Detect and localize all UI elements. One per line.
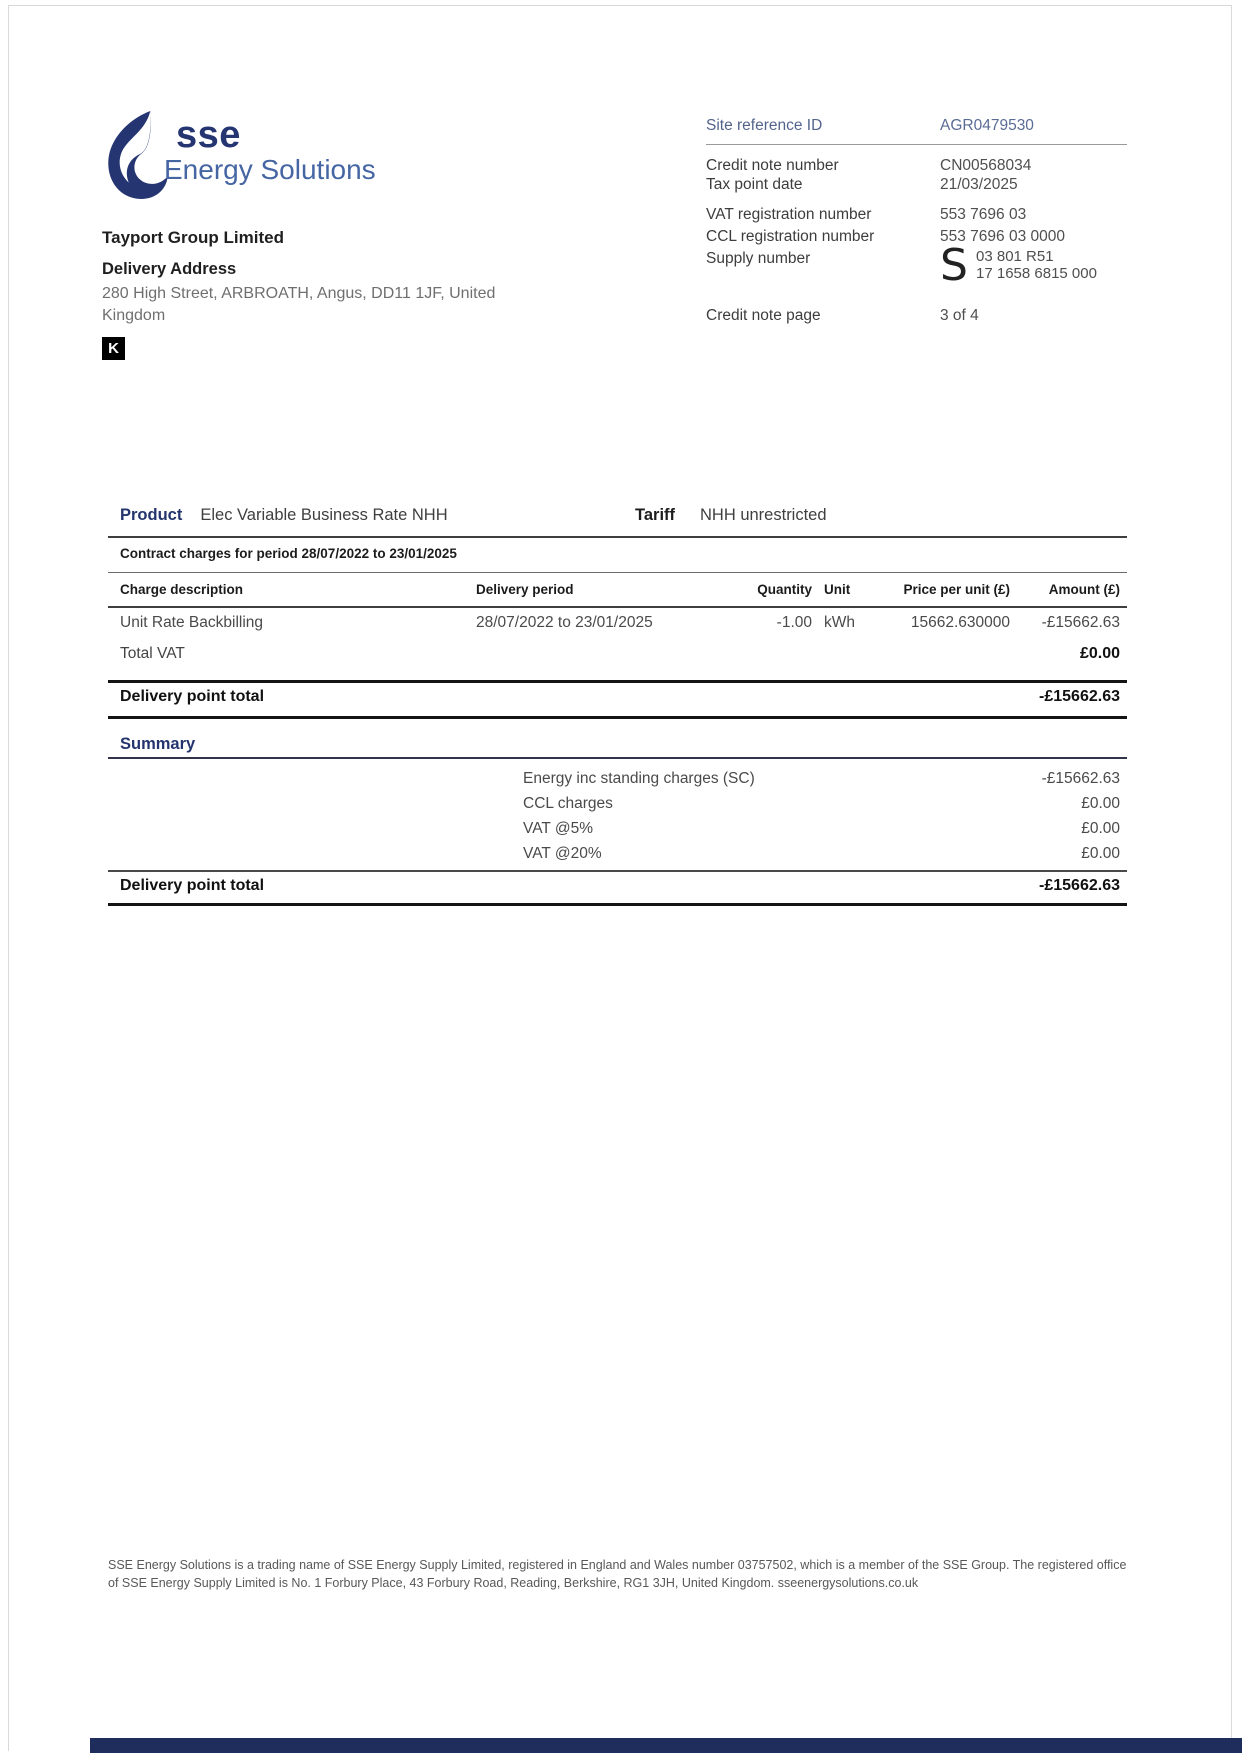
ccl-registration-label: CCL registration number (706, 228, 875, 245)
quantity: -1.00 (776, 614, 812, 631)
col-price-per-unit: Price per unit (£) (903, 582, 1010, 597)
summary-delivery-point-total-label: Delivery point total (120, 877, 265, 894)
charges-table-header (108, 582, 1127, 597)
legal-footer (108, 1556, 1126, 1592)
product-divider (108, 536, 1127, 538)
tariff-label: Tariff (635, 506, 676, 524)
delivery-total-top-rule (108, 680, 1127, 683)
summary-total-top-rule (108, 870, 1127, 872)
credit-note-number-value: CN00568034 (940, 157, 1032, 174)
contract-divider (108, 572, 1127, 573)
price-per-unit: 15662.630000 (910, 614, 1010, 631)
delivery-point-total-row (108, 688, 1127, 706)
total-vat-label: Total VAT (120, 645, 185, 662)
sse-logo-icon (106, 110, 170, 200)
delivery-point-total-value: -£15662.63 (1039, 688, 1120, 705)
table-row (108, 614, 1127, 632)
delivery-address-label: Delivery Address (102, 260, 237, 278)
vat-registration-value: 553 7696 03 (940, 206, 1027, 223)
legal-footer-line1: SSE Energy Solutions is a trading name of SSE Energy Supply Limited, registered in England and Wales number 03757502, which is a member of the SSE Group. The registered office (108, 1558, 1127, 1572)
ccl-registration-value: 553 7696 03 0000 (940, 228, 1065, 245)
summary-ccl-label: CCL charges (523, 795, 613, 812)
delivery-address: 280 High Street, ARBROATH, Angus, DD11 1JF, United Kingdom (102, 285, 496, 324)
total-vat-value: £0.00 (1079, 645, 1120, 662)
summary-vat5-value: £0.00 (1081, 820, 1120, 837)
supply-number-s-glyph: S (940, 240, 968, 291)
vat-registration-label: VAT registration number (706, 206, 872, 223)
supply-number-bottom: 17 1658 6815 000 (976, 265, 1097, 282)
summary-row-vat5 (108, 820, 1127, 838)
col-charge-description: Charge description (120, 582, 244, 597)
tax-point-date-value: 21/03/2025 (940, 176, 1018, 193)
delivery-total-bottom-rule (108, 716, 1127, 719)
summary-divider (108, 757, 1127, 759)
delivery-point-total-label: Delivery point total (120, 688, 265, 705)
col-unit: Unit (824, 582, 851, 597)
contract-period-row (108, 546, 1127, 561)
tariff-value: NHH unrestricted (700, 506, 827, 524)
supply-number-label: Supply number (706, 250, 811, 267)
credit-note-page-row (706, 307, 1127, 325)
site-reference-row (706, 117, 1127, 135)
summary-total-bottom-rule (108, 903, 1127, 906)
col-delivery-period: Delivery period (476, 582, 574, 597)
summary-energy-value: -£15662.63 (1041, 770, 1120, 787)
summary-energy-label: Energy inc standing charges (SC) (523, 770, 755, 787)
ccl-registration-row (706, 228, 1127, 246)
summary-vat20-label: VAT @20% (523, 845, 602, 862)
summary-row-energy (108, 770, 1127, 788)
credit-note-number-label: Credit note number (706, 157, 839, 174)
summary-row-vat20 (108, 845, 1127, 863)
table-header-divider (108, 606, 1127, 608)
summary-delivery-point-total-row (108, 877, 1127, 895)
site-reference-label: Site reference ID (706, 117, 823, 134)
sse-wordmark: sse (176, 114, 241, 156)
total-vat-row (108, 645, 1127, 663)
summary-vat5-label: VAT @5% (523, 820, 594, 837)
contract-period-text: Contract charges for period 28/07/2022 to 23/01/2025 (120, 546, 457, 561)
site-reference-value: AGR0479530 (940, 117, 1034, 134)
summary-title: Summary (120, 735, 196, 753)
unit: kWh (824, 614, 855, 631)
sse-tagline: Energy Solutions (164, 154, 376, 185)
credit-note-page-value: 3 of 4 (940, 307, 979, 324)
footer-accent-bar (90, 1738, 1242, 1753)
product-tariff-row (108, 506, 1127, 525)
tax-point-date-label: Tax point date (706, 176, 803, 193)
supply-number-value (976, 248, 1097, 282)
site-reference-divider (706, 144, 1127, 145)
credit-note-page-label: Credit note page (706, 307, 821, 324)
summary-delivery-point-total-value: -£15662.63 (1039, 877, 1120, 894)
supply-number-top: 03 801 R51 (976, 248, 1054, 265)
tax-point-date-row (706, 176, 1127, 194)
summary-ccl-value: £0.00 (1081, 795, 1120, 812)
vat-registration-row (706, 206, 1127, 224)
delivery-period: 28/07/2022 to 23/01/2025 (476, 614, 653, 631)
col-amount: Amount (£) (1048, 582, 1120, 597)
credit-note-number-row (706, 157, 1127, 175)
amount: -£15662.63 (1041, 614, 1120, 631)
legal-footer-line2: of SSE Energy Supply Limited is No. 1 Forbury Place, 43 Forbury Road, Reading, Berkshire, RG1 3JH, United Kingdom. sseenergysolutions.co.uk (108, 1576, 919, 1590)
recipient-company: Tayport Group Limited (102, 228, 284, 247)
charge-description: Unit Rate Backbilling (120, 614, 264, 631)
product-value: Elec Variable Business Rate NHH (200, 506, 448, 524)
summary-row-ccl (108, 795, 1127, 813)
summary-vat20-value: £0.00 (1081, 845, 1120, 862)
product-label: Product (120, 506, 183, 524)
mail-sort-mark: K (102, 337, 125, 360)
col-quantity: Quantity (757, 582, 812, 597)
